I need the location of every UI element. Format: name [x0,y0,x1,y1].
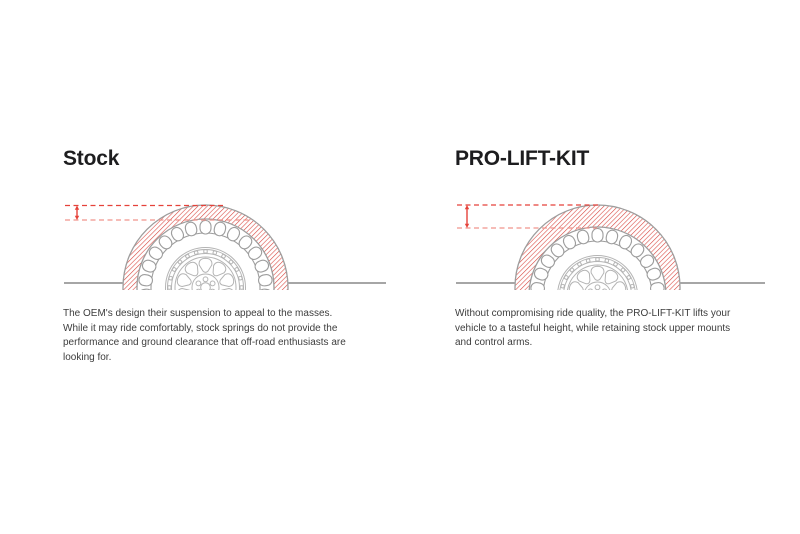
pro-lift-kit-illustration [452,185,782,290]
stock-description: The OEM's design their suspension to appeal to the masses. While it may ride comfortably, stock springs do not provide the performance and ground clearance that off-road enthusiasts are looking for. [63,308,346,363]
stock-panel [63,146,393,365]
pro-lift-kit-description: Without compromising ride quality, the PRO-LIFT-KIT lifts your vehicle to a tasteful height, while retaining stock upper mounts and control arms. [455,308,731,348]
pro-lift-kit-lift-measurement-arrow-icon [465,205,469,228]
pro-lift-kit-panel [455,146,785,351]
stock-illustration [60,185,390,290]
pro-lift-kit-title: PRO-LIFT-KIT [455,147,590,170]
stock-title: Stock [63,147,120,170]
stock-lift-measurement-arrow-icon [75,206,79,221]
